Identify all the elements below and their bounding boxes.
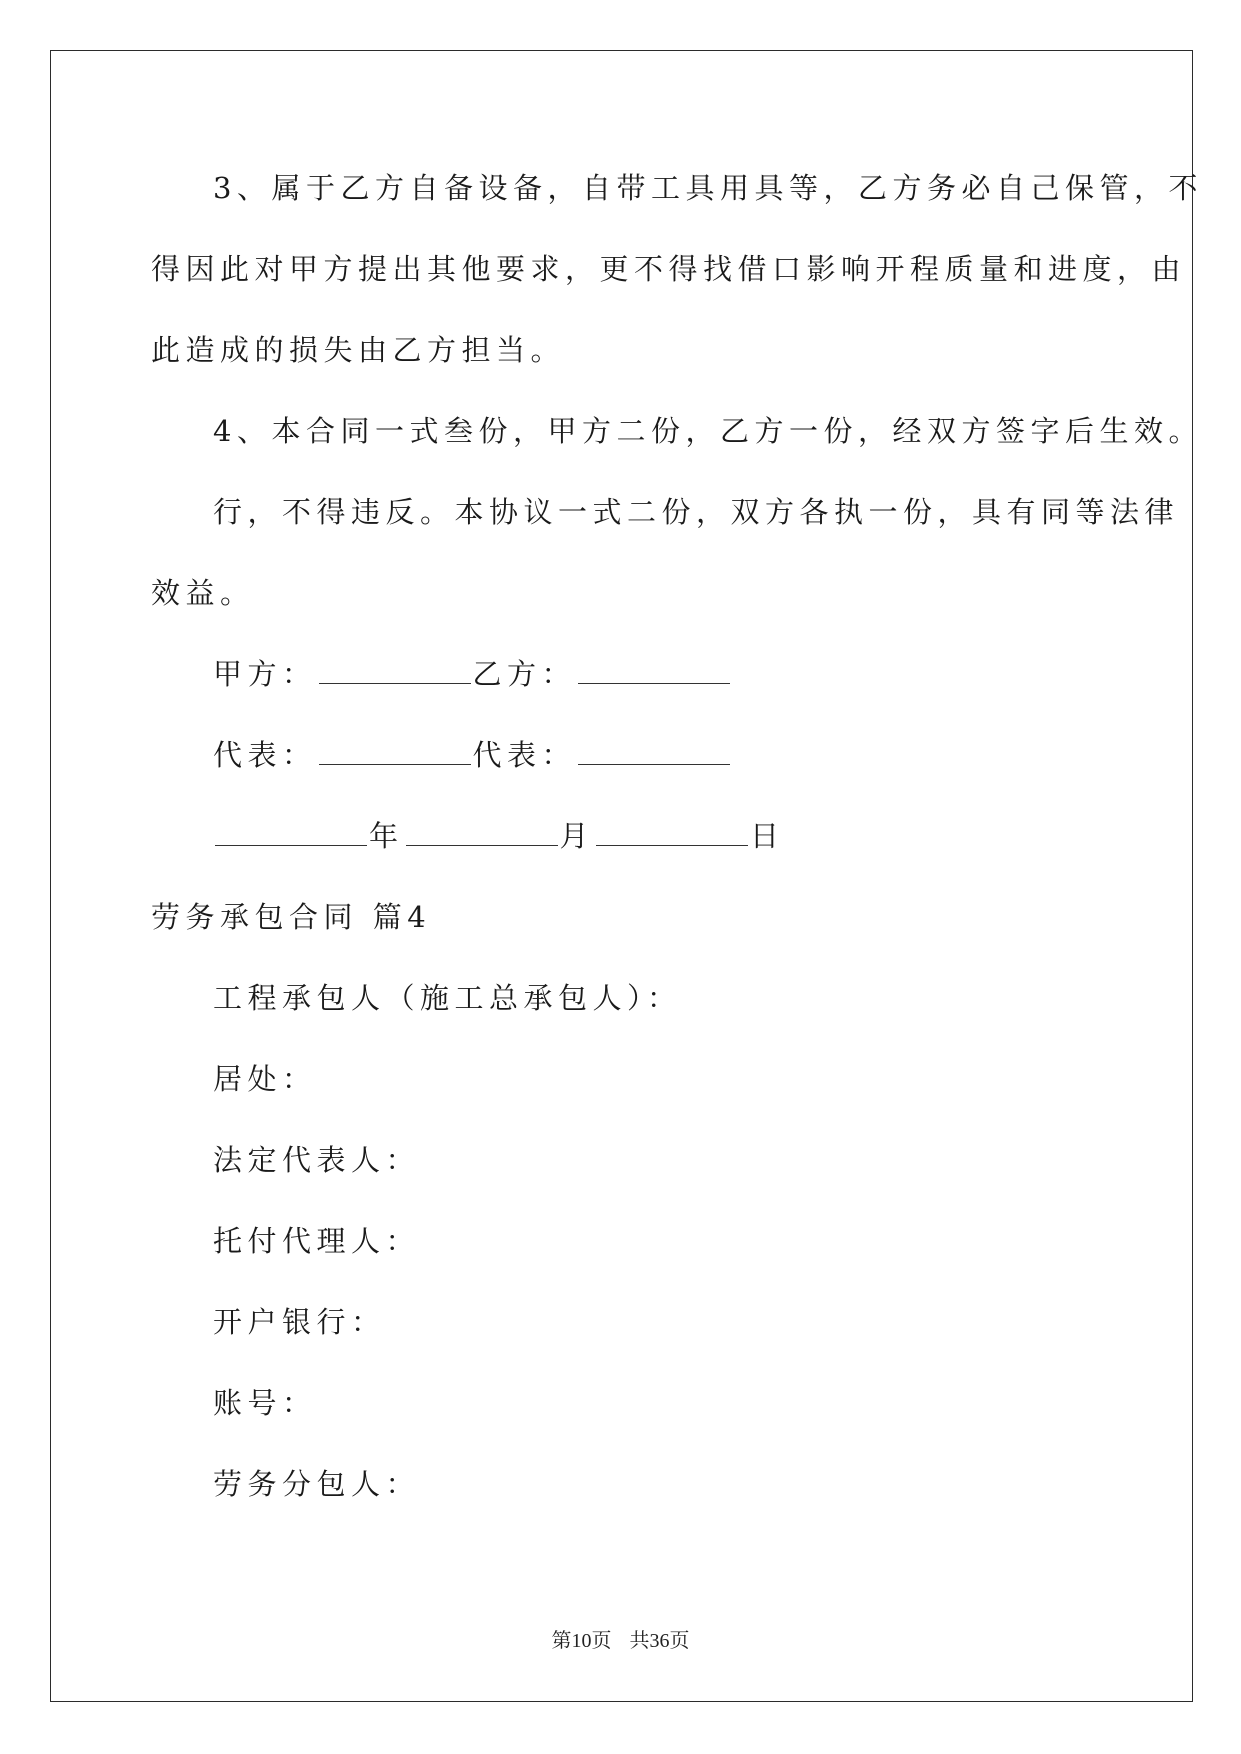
rep-b-blank [578,738,730,765]
field-legal-representative: 法定代表人： [213,1143,421,1177]
clause-3-line-1: 3、属于乙方自备设备，自带工具用具等，乙方务必自己保管，不 [213,171,1203,205]
day-blank [596,819,748,846]
agreement-line-2: 效益。 [151,576,255,610]
section-title: 劳务承包合同 篇4 [151,900,432,934]
representative-signature-row [213,737,732,773]
party-signature-row [213,656,732,692]
party-b-label: 乙方： [472,657,577,691]
clause-3-line-3: 此造成的损失由乙方担当。 [151,333,566,367]
rep-b-label: 代表： [472,738,577,772]
month-blank [406,819,558,846]
party-a-label: 甲方： [213,657,317,691]
field-address: 居处： [213,1062,317,1096]
rep-a-label: 代表： [213,738,317,772]
page-footer [0,1624,1241,1653]
page-border [50,50,1193,1702]
clause-4: 4、本合同一式叁份，甲方二份，乙方一份，经双方签字后生效。 [213,414,1203,448]
year-blank [215,819,367,846]
page-current: 第10页 [551,1630,612,1652]
field-authorized-agent: 托付代理人： [213,1224,421,1258]
clause-3-line-2: 得因此对甲方提出其他要求，更不得找借口影响开程质量和进度，由 [151,252,1187,286]
party-a-blank [319,657,471,684]
page-total: 共36页 [629,1630,690,1652]
field-account: 账号： [213,1386,317,1420]
field-labor-subcontractor: 劳务分包人： [213,1467,421,1501]
party-b-blank [578,657,730,684]
month-label: 月 [559,819,595,853]
agreement-line-1: 行，不得违反。本协议一式二份，双方各执一份，具有同等法律 [213,495,1180,529]
year-label: 年 [369,819,404,853]
field-contractor: 工程承包人（施工总承包人）： [213,981,682,1015]
rep-a-blank [319,738,471,765]
date-row [213,818,785,854]
day-label: 日 [750,819,785,853]
field-bank: 开户银行： [213,1305,386,1339]
